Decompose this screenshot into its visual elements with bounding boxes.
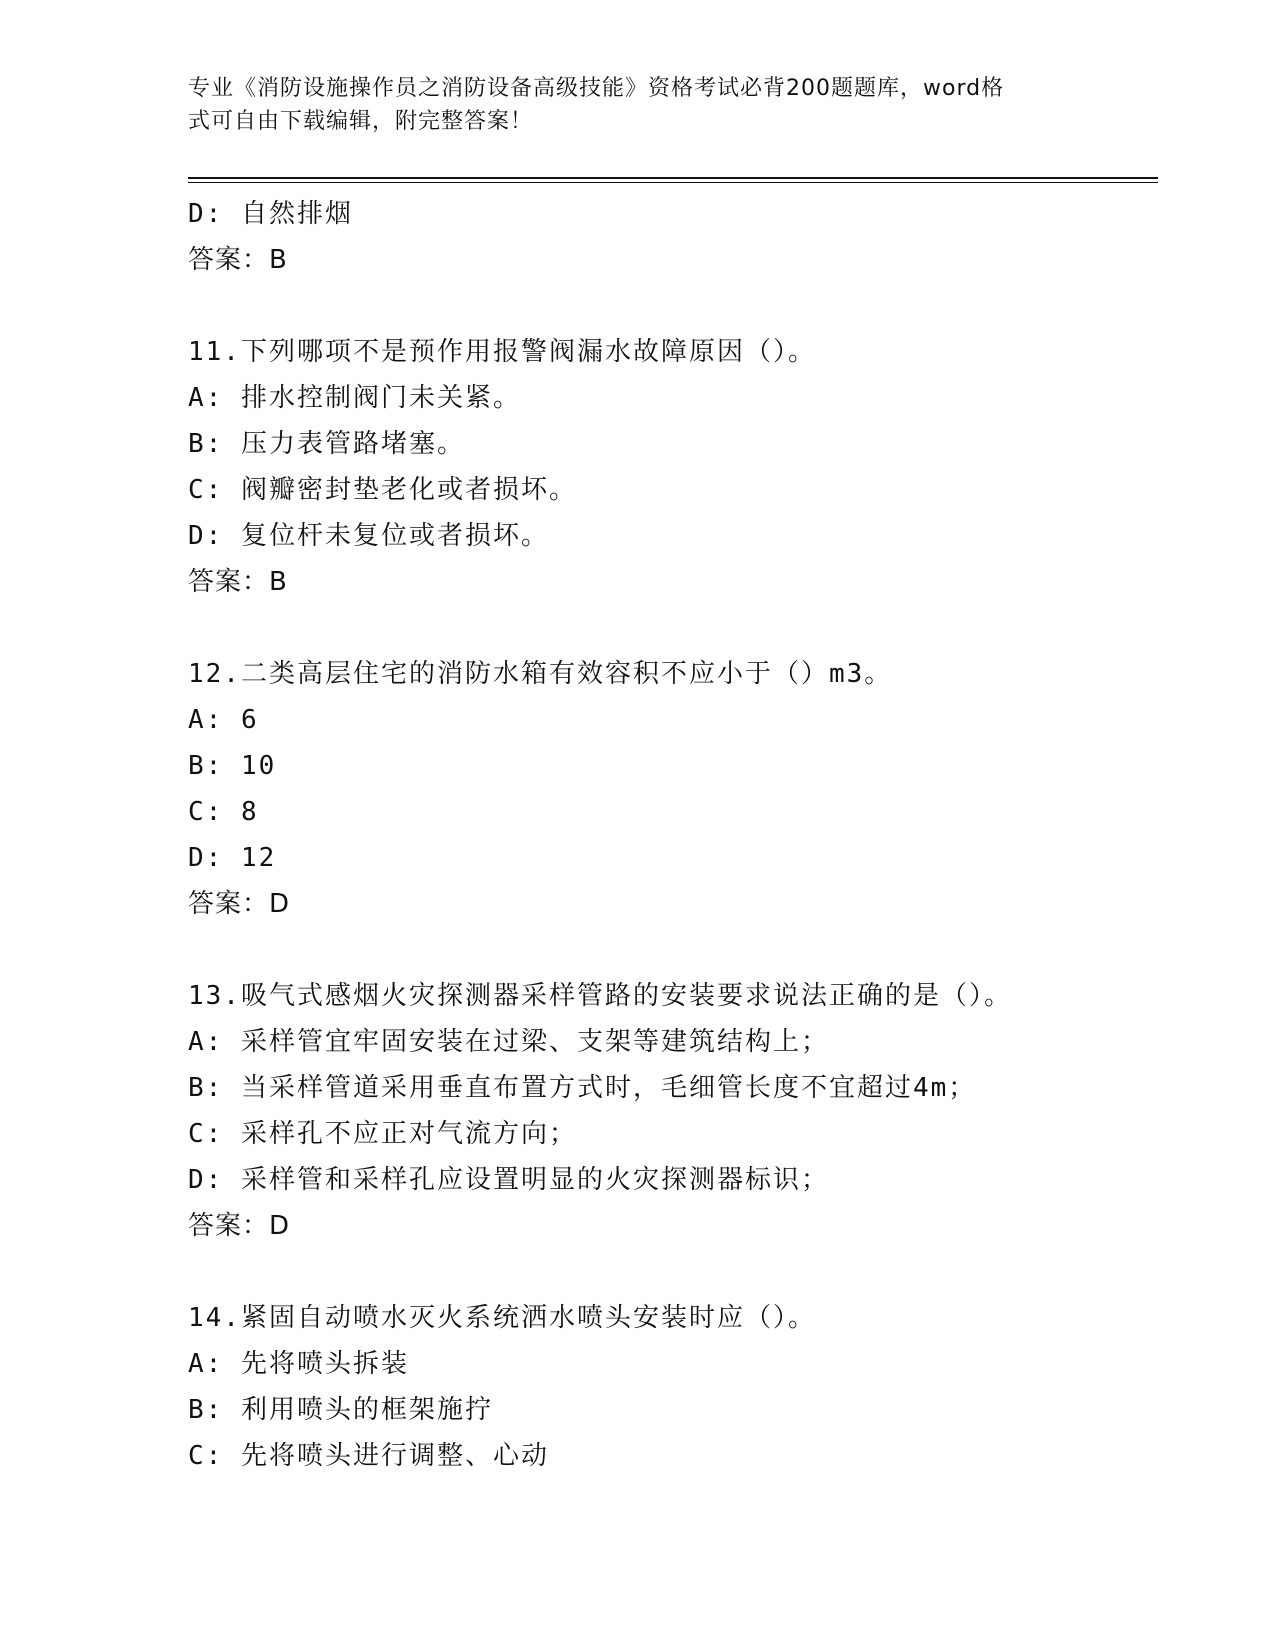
question-13 <box>188 973 1168 1249</box>
answer: 答案：D <box>188 889 291 919</box>
question-stem: 13.吸气式感烟火灾探测器采样管路的安装要求说法正确的是（）。 <box>188 981 1012 1011</box>
document-header <box>188 72 1068 138</box>
question-stem: 14.紧固自动喷水灭火系统洒水喷头安装时应（）。 <box>188 1303 816 1333</box>
option-a: A: 采样管宜牢固安装在过梁、支架等建筑结构上； <box>188 1027 829 1057</box>
option-d: D: 复位杆未复位或者损坏。 <box>188 521 549 551</box>
option-a: A: 排水控制阀门未关紧。 <box>188 383 521 413</box>
option-c: C: 阀瓣密封垫老化或者损坏。 <box>188 475 577 505</box>
answer: 答案：D <box>188 1211 291 1241</box>
header-line-1: 专业《消防设施操作员之消防设备高级技能》资格考试必背200题题库，word格 <box>188 76 1005 101</box>
question-14 <box>188 1295 1168 1479</box>
header-divider-thick <box>188 177 1158 179</box>
option-b: B: 当采样管道采用垂直布置方式时，毛细管长度不宜超过4m； <box>188 1073 977 1103</box>
option-c: C: 8 <box>188 797 259 827</box>
option-a: A: 6 <box>188 705 259 735</box>
question-12 <box>188 651 1168 927</box>
answer: 答案：B <box>188 567 288 597</box>
option-c: C: 采样孔不应正对气流方向； <box>188 1119 577 1149</box>
option-d: D: 采样管和采样孔应设置明显的火灾探测器标识； <box>188 1165 829 1195</box>
prev-answer: 答案：B <box>188 245 288 275</box>
question-stem: 11.下列哪项不是预作用报警阀漏水故障原因（）。 <box>188 337 816 367</box>
option-a: A: 先将喷头拆装 <box>188 1349 409 1379</box>
option-c: C: 先将喷头进行调整、心动 <box>188 1441 549 1471</box>
option-b: B: 10 <box>188 751 277 781</box>
prev-option-d: D: 自然排烟 <box>188 199 353 229</box>
question-11 <box>188 329 1168 605</box>
option-b: B: 利用喷头的框架施拧 <box>188 1395 493 1425</box>
question-stem: 12.二类高层住宅的消防水箱有效容积不应小于（）m3。 <box>188 659 893 689</box>
option-b: B: 压力表管路堵塞。 <box>188 429 465 459</box>
option-d: D: 12 <box>188 843 277 873</box>
question-list <box>188 191 1168 1479</box>
header-divider-thin <box>188 182 1158 183</box>
header-line-2: 式可自由下载编辑，附完整答案！ <box>188 109 534 134</box>
